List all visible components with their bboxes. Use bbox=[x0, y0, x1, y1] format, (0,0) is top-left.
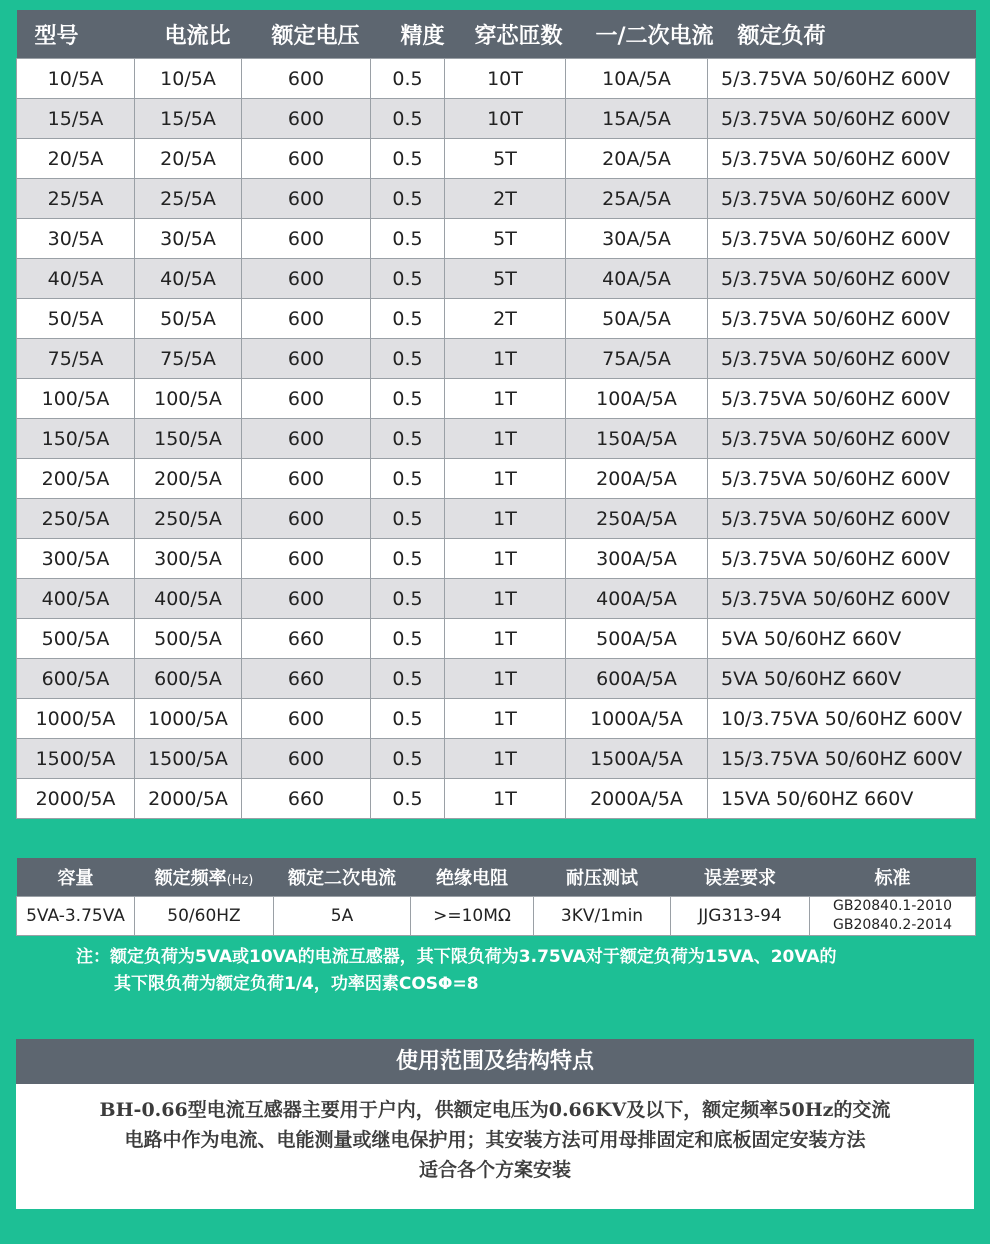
cell-rated-voltage: 600 bbox=[242, 499, 371, 539]
cell-ratio: 50/5A bbox=[135, 299, 242, 339]
cell-rated-load: 5VA 50/60HZ 660V bbox=[708, 619, 976, 659]
cell-primary-secondary-current: 15A/5A bbox=[566, 99, 708, 139]
cell-model: 100/5A bbox=[17, 379, 135, 419]
cell-ratio: 40/5A bbox=[135, 259, 242, 299]
table-row bbox=[17, 539, 976, 579]
cell-ratio: 500/5A bbox=[135, 619, 242, 659]
cell-ratio: 150/5A bbox=[135, 419, 242, 459]
cell-primary-secondary-current: 1500A/5A bbox=[566, 739, 708, 779]
param-table-row bbox=[17, 897, 976, 936]
note bbox=[76, 944, 956, 998]
cell-rated-voltage: 600 bbox=[242, 219, 371, 259]
header-rated-voltage: 额定电压 bbox=[242, 10, 371, 59]
cell-turns: 1T bbox=[445, 619, 566, 659]
cell-turns: 10T bbox=[445, 99, 566, 139]
cell-primary-secondary-current: 200A/5A bbox=[566, 459, 708, 499]
table-row bbox=[17, 379, 976, 419]
param-header-error-requirement: 误差要求 bbox=[671, 858, 810, 897]
cell-rated-load: 5/3.75VA 50/60HZ 600V bbox=[708, 299, 976, 339]
param-header-frequency-label: 额定频率 bbox=[154, 868, 227, 889]
param-withstand-test: 3KV/1min bbox=[534, 897, 671, 936]
cell-accuracy: 0.5 bbox=[371, 779, 445, 819]
cell-turns: 1T bbox=[445, 379, 566, 419]
cell-accuracy: 0.5 bbox=[371, 539, 445, 579]
header-turns: 穿芯匝数 bbox=[445, 10, 566, 59]
table-row bbox=[17, 659, 976, 699]
param-table bbox=[16, 858, 976, 936]
cell-accuracy: 0.5 bbox=[371, 219, 445, 259]
cell-turns: 1T bbox=[445, 779, 566, 819]
cell-rated-load: 15VA 50/60HZ 660V bbox=[708, 779, 976, 819]
cell-ratio: 100/5A bbox=[135, 379, 242, 419]
cell-rated-load: 5/3.75VA 50/60HZ 600V bbox=[708, 179, 976, 219]
cell-rated-load: 5VA 50/60HZ 660V bbox=[708, 659, 976, 699]
cell-rated-voltage: 600 bbox=[242, 299, 371, 339]
cell-rated-voltage: 600 bbox=[242, 99, 371, 139]
cell-rated-load: 5/3.75VA 50/60HZ 600V bbox=[708, 419, 976, 459]
cell-rated-voltage: 600 bbox=[242, 579, 371, 619]
param-capacity: 5VA-3.75VA bbox=[17, 897, 135, 936]
cell-rated-load: 5/3.75VA 50/60HZ 600V bbox=[708, 139, 976, 179]
cell-rated-voltage: 600 bbox=[242, 259, 371, 299]
cell-accuracy: 0.5 bbox=[371, 579, 445, 619]
param-table-header bbox=[17, 858, 976, 897]
scope-line-3: 适合各个方案安装 bbox=[418, 1159, 571, 1181]
cell-rated-load: 5/3.75VA 50/60HZ 600V bbox=[708, 539, 976, 579]
header-accuracy: 精度 bbox=[371, 10, 445, 59]
cell-primary-secondary-current: 40A/5A bbox=[566, 259, 708, 299]
cell-turns: 10T bbox=[445, 59, 566, 99]
cell-primary-secondary-current: 500A/5A bbox=[566, 619, 708, 659]
cell-accuracy: 0.5 bbox=[371, 459, 445, 499]
cell-primary-secondary-current: 300A/5A bbox=[566, 539, 708, 579]
cell-rated-load: 5/3.75VA 50/60HZ 600V bbox=[708, 379, 976, 419]
table-row bbox=[17, 419, 976, 459]
cell-rated-load: 5/3.75VA 50/60HZ 600V bbox=[708, 59, 976, 99]
cell-primary-secondary-current: 50A/5A bbox=[566, 299, 708, 339]
param-header-withstand-test: 耐压测试 bbox=[534, 858, 671, 897]
cell-primary-secondary-current: 30A/5A bbox=[566, 219, 708, 259]
cell-ratio: 30/5A bbox=[135, 219, 242, 259]
cell-model: 40/5A bbox=[17, 259, 135, 299]
cell-rated-load: 5/3.75VA 50/60HZ 600V bbox=[708, 259, 976, 299]
cell-rated-voltage: 600 bbox=[242, 339, 371, 379]
cell-model: 600/5A bbox=[17, 659, 135, 699]
cell-ratio: 200/5A bbox=[135, 459, 242, 499]
scope-line-2: 电路中作为电流、电能测量或继电保护用；其安装方法可用母排固定和底板固定安装方法 bbox=[124, 1129, 866, 1151]
param-standard-1: GB20840.1-2010 bbox=[832, 898, 953, 914]
table-row bbox=[17, 499, 976, 539]
cell-rated-voltage: 600 bbox=[242, 139, 371, 179]
table-row bbox=[17, 579, 976, 619]
cell-ratio: 15/5A bbox=[135, 99, 242, 139]
cell-model: 300/5A bbox=[17, 539, 135, 579]
cell-ratio: 75/5A bbox=[135, 339, 242, 379]
cell-primary-secondary-current: 20A/5A bbox=[566, 139, 708, 179]
param-header-frequency bbox=[135, 858, 274, 897]
param-header-frequency-unit: (Hz) bbox=[226, 873, 254, 888]
cell-model: 50/5A bbox=[17, 299, 135, 339]
cell-model: 30/5A bbox=[17, 219, 135, 259]
cell-accuracy: 0.5 bbox=[371, 499, 445, 539]
scope-title: 使用范围及结构特点 bbox=[16, 1039, 974, 1084]
param-insulation: >=10MΩ bbox=[411, 897, 534, 936]
cell-turns: 1T bbox=[445, 459, 566, 499]
table-row bbox=[17, 59, 976, 99]
cell-ratio: 400/5A bbox=[135, 579, 242, 619]
cell-rated-load: 5/3.75VA 50/60HZ 600V bbox=[708, 499, 976, 539]
cell-primary-secondary-current: 600A/5A bbox=[566, 659, 708, 699]
spec-table-body bbox=[17, 59, 976, 819]
cell-accuracy: 0.5 bbox=[371, 99, 445, 139]
param-error-requirement: JJG313-94 bbox=[671, 897, 810, 936]
cell-accuracy: 0.5 bbox=[371, 379, 445, 419]
cell-model: 10/5A bbox=[17, 59, 135, 99]
cell-ratio: 1000/5A bbox=[135, 699, 242, 739]
cell-rated-voltage: 600 bbox=[242, 59, 371, 99]
cell-rated-voltage: 600 bbox=[242, 379, 371, 419]
cell-rated-voltage: 660 bbox=[242, 619, 371, 659]
header-rated-load: 额定负荷 bbox=[708, 10, 976, 59]
cell-turns: 1T bbox=[445, 419, 566, 459]
header-model: 型号 bbox=[17, 10, 135, 59]
param-header-insulation: 绝缘电阻 bbox=[411, 858, 534, 897]
table-row bbox=[17, 339, 976, 379]
spec-table-header bbox=[17, 10, 976, 59]
cell-accuracy: 0.5 bbox=[371, 179, 445, 219]
table-row bbox=[17, 179, 976, 219]
param-frequency: 50/60HZ bbox=[135, 897, 274, 936]
cell-model: 75/5A bbox=[17, 339, 135, 379]
scope-description bbox=[16, 1084, 974, 1209]
cell-accuracy: 0.5 bbox=[371, 59, 445, 99]
table-row bbox=[17, 99, 976, 139]
cell-turns: 2T bbox=[445, 299, 566, 339]
cell-rated-load: 5/3.75VA 50/60HZ 600V bbox=[708, 339, 976, 379]
cell-turns: 1T bbox=[445, 659, 566, 699]
cell-model: 250/5A bbox=[17, 499, 135, 539]
cell-ratio: 25/5A bbox=[135, 179, 242, 219]
cell-model: 1000/5A bbox=[17, 699, 135, 739]
cell-turns: 2T bbox=[445, 179, 566, 219]
header-primary-secondary-current: 一/二次电流 bbox=[566, 10, 708, 59]
table-row bbox=[17, 219, 976, 259]
cell-primary-secondary-current: 250A/5A bbox=[566, 499, 708, 539]
cell-primary-secondary-current: 10A/5A bbox=[566, 59, 708, 99]
cell-ratio: 250/5A bbox=[135, 499, 242, 539]
cell-primary-secondary-current: 2000A/5A bbox=[566, 779, 708, 819]
cell-model: 20/5A bbox=[17, 139, 135, 179]
table-row bbox=[17, 299, 976, 339]
cell-primary-secondary-current: 100A/5A bbox=[566, 379, 708, 419]
cell-ratio: 2000/5A bbox=[135, 779, 242, 819]
table-row bbox=[17, 739, 976, 779]
cell-accuracy: 0.5 bbox=[371, 339, 445, 379]
header-ratio: 电流比 bbox=[135, 10, 242, 59]
cell-rated-load: 10/3.75VA 50/60HZ 600V bbox=[708, 699, 976, 739]
cell-accuracy: 0.5 bbox=[371, 419, 445, 459]
param-secondary-current: 5A bbox=[274, 897, 411, 936]
cell-rated-load: 5/3.75VA 50/60HZ 600V bbox=[708, 459, 976, 499]
cell-rated-voltage: 660 bbox=[242, 779, 371, 819]
cell-turns: 1T bbox=[445, 699, 566, 739]
table-row bbox=[17, 699, 976, 739]
cell-accuracy: 0.5 bbox=[371, 739, 445, 779]
cell-model: 500/5A bbox=[17, 619, 135, 659]
table-row bbox=[17, 259, 976, 299]
cell-primary-secondary-current: 75A/5A bbox=[566, 339, 708, 379]
cell-primary-secondary-current: 25A/5A bbox=[566, 179, 708, 219]
table-row bbox=[17, 459, 976, 499]
cell-rated-load: 5/3.75VA 50/60HZ 600V bbox=[708, 99, 976, 139]
param-standard-2: GB20840.2-2014 bbox=[832, 917, 953, 933]
cell-rated-voltage: 600 bbox=[242, 699, 371, 739]
cell-turns: 5T bbox=[445, 219, 566, 259]
cell-turns: 1T bbox=[445, 339, 566, 379]
cell-model: 150/5A bbox=[17, 419, 135, 459]
table-row bbox=[17, 619, 976, 659]
param-header-standard: 标准 bbox=[810, 858, 976, 897]
cell-primary-secondary-current: 1000A/5A bbox=[566, 699, 708, 739]
cell-model: 15/5A bbox=[17, 99, 135, 139]
spec-table bbox=[16, 10, 976, 819]
cell-turns: 5T bbox=[445, 139, 566, 179]
param-header-secondary-current: 额定二次电流 bbox=[274, 858, 411, 897]
cell-rated-load: 15/3.75VA 50/60HZ 600V bbox=[708, 739, 976, 779]
cell-ratio: 1500/5A bbox=[135, 739, 242, 779]
cell-rated-voltage: 600 bbox=[242, 419, 371, 459]
cell-model: 200/5A bbox=[17, 459, 135, 499]
table-row bbox=[17, 139, 976, 179]
cell-rated-voltage: 600 bbox=[242, 739, 371, 779]
cell-accuracy: 0.5 bbox=[371, 259, 445, 299]
note-line-1: 注：额定负荷为5VA或10VA的电流互感器，其下限负荷为3.75VA对于额定负荷为15VA、20VA的 bbox=[76, 947, 837, 967]
cell-rated-voltage: 600 bbox=[242, 179, 371, 219]
cell-rated-load: 5/3.75VA 50/60HZ 600V bbox=[708, 579, 976, 619]
cell-turns: 1T bbox=[445, 739, 566, 779]
cell-model: 2000/5A bbox=[17, 779, 135, 819]
cell-ratio: 600/5A bbox=[135, 659, 242, 699]
cell-rated-voltage: 660 bbox=[242, 659, 371, 699]
cell-rated-voltage: 600 bbox=[242, 459, 371, 499]
cell-primary-secondary-current: 150A/5A bbox=[566, 419, 708, 459]
cell-accuracy: 0.5 bbox=[371, 659, 445, 699]
cell-primary-secondary-current: 400A/5A bbox=[566, 579, 708, 619]
cell-turns: 5T bbox=[445, 259, 566, 299]
cell-turns: 1T bbox=[445, 579, 566, 619]
scope-line-1: BH-0.66型电流互感器主要用于户内，供额定电压为0.66KV及以下，额定频率50Hz的交流 bbox=[99, 1099, 891, 1121]
cell-model: 25/5A bbox=[17, 179, 135, 219]
cell-model: 400/5A bbox=[17, 579, 135, 619]
cell-model: 1500/5A bbox=[17, 739, 135, 779]
cell-turns: 1T bbox=[445, 499, 566, 539]
cell-accuracy: 0.5 bbox=[371, 699, 445, 739]
cell-ratio: 300/5A bbox=[135, 539, 242, 579]
param-standard bbox=[810, 897, 976, 936]
cell-rated-voltage: 600 bbox=[242, 539, 371, 579]
cell-accuracy: 0.5 bbox=[371, 619, 445, 659]
cell-turns: 1T bbox=[445, 539, 566, 579]
cell-ratio: 10/5A bbox=[135, 59, 242, 99]
note-line-2: 其下限负荷为额定负荷1/4，功率因素COSΦ=8 bbox=[114, 974, 479, 994]
cell-rated-load: 5/3.75VA 50/60HZ 600V bbox=[708, 219, 976, 259]
param-header-capacity: 容量 bbox=[17, 858, 135, 897]
table-row bbox=[17, 779, 976, 819]
cell-accuracy: 0.5 bbox=[371, 139, 445, 179]
cell-accuracy: 0.5 bbox=[371, 299, 445, 339]
cell-ratio: 20/5A bbox=[135, 139, 242, 179]
